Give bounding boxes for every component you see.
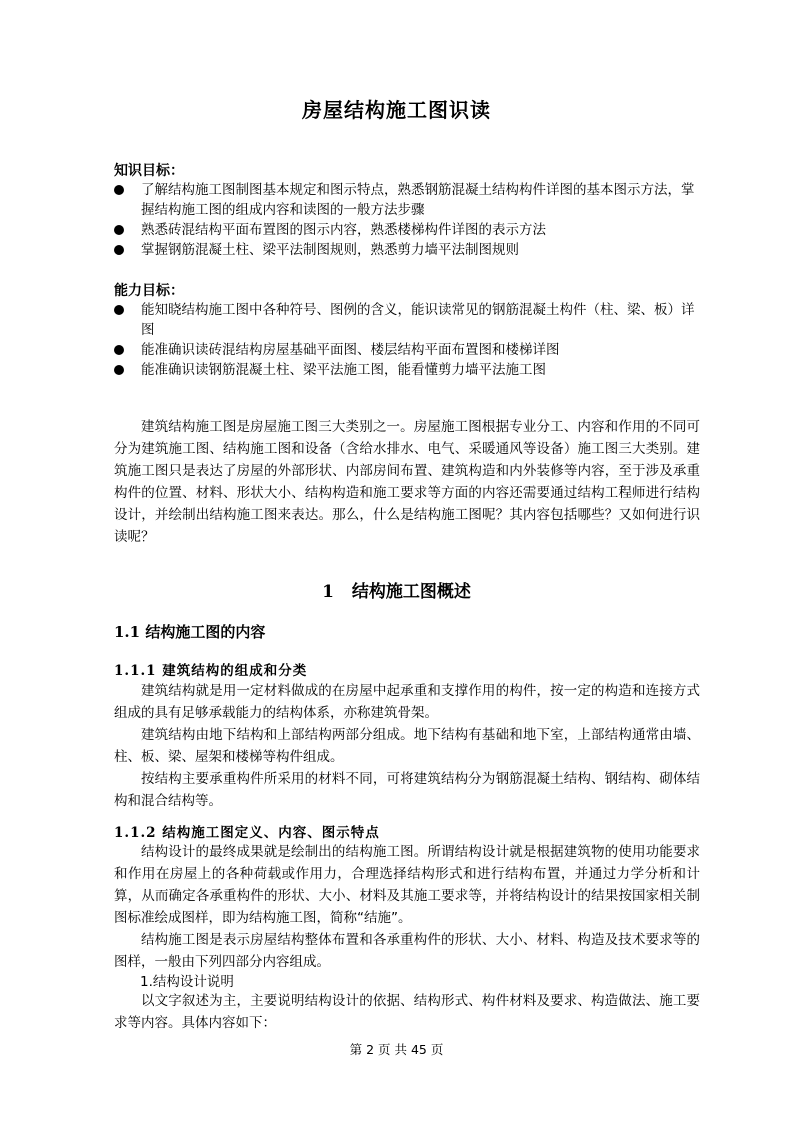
- chapter-number: 1: [322, 582, 334, 602]
- ability-goal-item: 能知晓结构施工图中各种符号、图例的含义，能识读常见的钢筋混凝土构件（柱、梁、板）详图: [114, 300, 704, 340]
- body-paragraph: 结构施工图是表示房屋结构整体布置和各承重构件的形状、大小、材料、构造及技术要求等的图样，一般由下列四部分内容组成。: [114, 932, 700, 970]
- document-title: 房屋结构施工图识读: [302, 98, 491, 122]
- page-footer: 第 2 页 共 45 页: [349, 1042, 444, 1057]
- body-paragraph: 按结构主要承重构件所采用的材料不同，可将建筑结构分为钢筋混凝土结构、钢结构、砌体结构和混合结构等。: [114, 771, 700, 809]
- body-paragraph: 建筑结构由地下结构和上部结构两部分组成。地下结构有基础和地下室，上部结构通常由墙、柱、板、梁、屋架和楼梯等构件组成。: [114, 727, 700, 765]
- knowledge-goal-item: 熟悉砖混结构平面布置图的图示内容，熟悉楼梯构件详图的表示方法: [114, 220, 704, 240]
- bullet-icon: [114, 225, 124, 235]
- bullet-icon: [114, 245, 124, 255]
- subsection-heading: 1.1.2 结构施工图定义、内容、图示特点: [114, 825, 380, 841]
- chapter-title: 结构施工图概述: [351, 582, 471, 602]
- knowledge-goals-label: 知识目标：: [114, 163, 184, 179]
- ability-goals-label: 能力目标：: [114, 283, 184, 299]
- body-paragraph: 结构设计的最终成果就是绘制出的结构施工图。所谓结构设计就是根据建筑物的使用功能要求和作用在房屋上的各种荷载或作用力，合理选择结构形式和进行结构布置，并通过力学分析和计算，从而确定各承重构件的形状、大小、材料及其施工要求等，并将结构设计的结果按国家相关制图标准绘成图样，即为结构施工图，简称“结施”。: [114, 844, 700, 926]
- knowledge-goal-item: 了解结构施工图制图基本规定和图示特点，熟悉钢筋混凝土结构构件详图的基本图示方法，掌握结构施工图的组成内容和读图的一般方法步骤: [114, 180, 704, 220]
- chapter-heading: [0, 577, 793, 602]
- subsection-heading: 1.1.1 建筑结构的组成和分类: [114, 663, 308, 679]
- ability-goal-item: 能准确识读砖混结构房屋基础平面图、楼层结构平面布置图和楼梯详图: [114, 340, 704, 360]
- section-heading: 1.1 结构施工图的内容: [114, 623, 266, 641]
- ability-goal-item: 能准确识读钢筋混凝土柱、梁平法施工图，能看懂剪力墙平法施工图: [114, 360, 704, 380]
- knowledge-goal-item: 掌握钢筋混凝土柱、梁平法制图规则，熟悉剪力墙平法制图规则: [114, 240, 704, 260]
- numbered-subheading: 1.结构设计说明: [140, 974, 234, 990]
- bullet-icon: [114, 345, 124, 355]
- bullet-icon: [114, 305, 124, 315]
- intro-paragraph: 建筑结构施工图是房屋施工图三大类别之一。房屋施工图根据专业分工、内容和作用的不同可分为建筑施工图、结构施工图和设备（含给水排水、电气、采暖通风等设备）施工图三大类别。建筑施工图只是表达了房屋的外部形状、内部房间布置、建筑构造和内外装修等内容，至于涉及承重构件的位置、材料、形状大小、结构构造和施工要求等方面的内容还需要通过结构工程师进行结构设计，并绘制出结构施工图来表达。那么，什么是结构施工图呢？其内容包括哪些？又如何进行识读呢？: [114, 419, 700, 545]
- bullet-icon: [114, 365, 124, 375]
- bullet-icon: [114, 185, 124, 195]
- body-paragraph: 以文字叙述为主，主要说明结构设计的依据、结构形式、构件材料及要求、构造做法、施工要求等内容。具体内容如下：: [114, 993, 700, 1031]
- body-paragraph: 建筑结构就是用一定材料做成的在房屋中起承重和支撑作用的构件，按一定的构造和连接方式组成的具有足够承载能力的结构体系，亦称建筑骨架。: [114, 683, 700, 721]
